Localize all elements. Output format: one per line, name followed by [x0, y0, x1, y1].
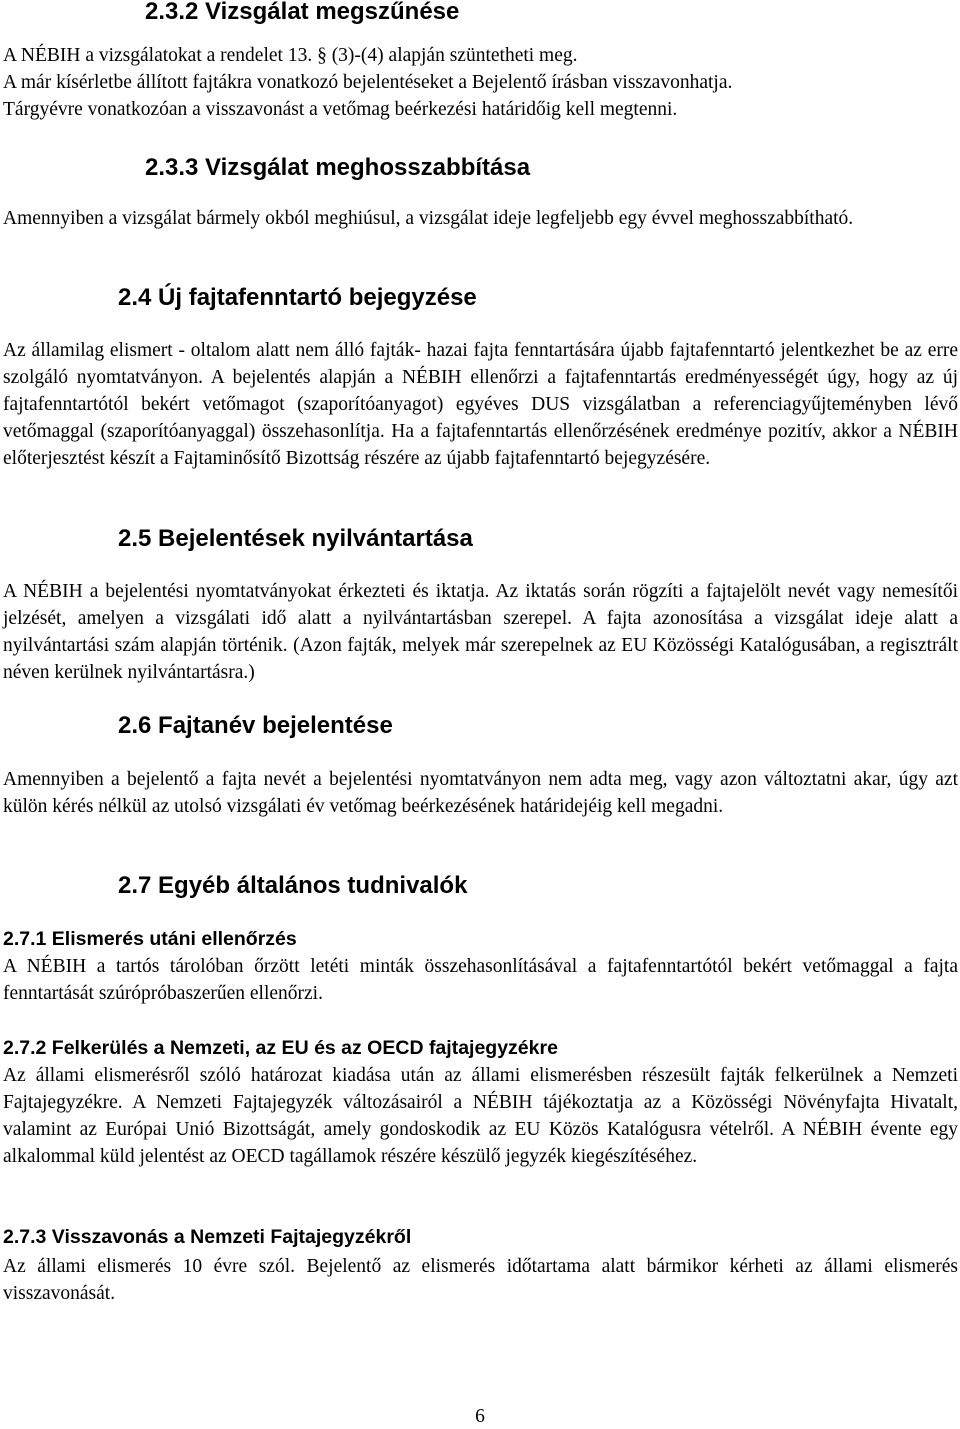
paragraph-line: Tárgyévre vonatkozóan a visszavonást a vetőmag beérkezési határidőig kell megtenni. [3, 99, 678, 120]
paragraph-2-5: A NÉBIH a bejelentési nyomtatványokat érkezteti és iktatja. Az iktatás során rögzíti a fajtajelölt nevét vagy nemesítői jelzését, amelyen a vizsgálati idő alatt a nyilvántartásban szerepel. A fajta azonosítása a vizsgálat ideje alatt a nyilvántartási szám alapján történik. (Azon fajták, melyek már szerepelnek az EU Közösségi Katalógusában, a regisztrált néven kerülnek nyilvántartásra.) [3, 581, 958, 683]
page-number: 6 [475, 1406, 485, 1427]
heading-2-7-2: 2.7.2 Felkerülés a Nemzeti, az EU és az OECD fajtajegyzékre [3, 1037, 558, 1059]
paragraph-2-7-2: Az állami elismerésről szóló határozat kiadása után az állami elismerésben részesült fajták felkerülnek a Nemzeti Fajtajegyzékre. A Nemzeti Fajtajegyzék változásairól a NÉBIH tájékoztatja az a Közösségi Növényfajta Hivatalt, valamint az Európai Unió Bizottságát, amely gondoskodik az EU Közös Katalógusra vételről. A NÉBIH évente egy alkalommal küld jelentést az OECD tagállamok részére készülő jegyzék kiegészítéséhez. [3, 1065, 958, 1167]
heading-2-7-3: 2.7.3 Visszavonás a Nemzeti Fajtajegyzékről [3, 1226, 412, 1248]
paragraph-2-7-1: A NÉBIH a tartós tárolóban őrzött letéti minták összehasonlításával a fajtafenntartótól bekért vetőmaggal a fajta fenntartását szúrópróbaszerűen ellenőrzi. [3, 956, 958, 1004]
heading-2-3-3: 2.3.3 Vizsgálat meghosszabbítása [145, 154, 531, 181]
heading-2-7: 2.7 Egyéb általános tudnivalók [118, 872, 468, 899]
heading-2-4: 2.4 Új fajtafenntartó bejegyzése [118, 284, 477, 311]
heading-2-5: 2.5 Bejelentések nyilvántartása [118, 525, 473, 552]
heading-2-7-1: 2.7.1 Elismerés utáni ellenőrzés [3, 928, 297, 950]
heading-2-3-2: 2.3.2 Vizsgálat megszűnése [145, 0, 460, 25]
paragraph-line: A NÉBIH a vizsgálatokat a rendelet 13. § (3)-(4) alapján szüntetheti meg. [3, 45, 578, 66]
paragraph-2-6: Amennyiben a bejelentő a fajta nevét a bejelentési nyomtatványon nem adta meg, vagy azon változtatni akar, úgy azt külön kérés nélkül az utolsó vizsgálati év vetőmag beérkezésének határidejéig kell megadni. [3, 769, 958, 817]
heading-2-6: 2.6 Fajtanév bejelentése [118, 712, 393, 739]
paragraph-2-3-2 [3, 42, 958, 123]
paragraph-2-3-3: Amennyiben a vizsgálat bármely okból meghiúsul, a vizsgálat ideje legfeljebb egy évvel meghosszabbítható. [3, 208, 854, 229]
paragraph-2-7-3: Az állami elismerés 10 évre szól. Bejelentő az elismerés időtartama alatt bármikor kérheti az állami elismerés visszavonását. [3, 1256, 958, 1304]
paragraph-line: A már kísérletbe állított fajtákra vonatkozó bejelentéseket a Bejelentő írásban visszavonhatja. [3, 72, 733, 93]
paragraph-2-4: Az államilag elismert - oltalom alatt nem álló fajták- hazai fajta fenntartására újabb fajtafenntartó jelentkezhet be az erre szolgáló nyomtatványon. A bejelentés alapján a NÉBIH ellenőrzi a fajtafenntartás eredményességét úgy, hogy az új fajtafenntartótól bekért vetőmagot (szaporítóanyagot) egyéves DUS vizsgálatban a referenciagyűjteményben lévő vetőmaggal (szaporítóanyaggal) összehasonlítja. Ha a fajtafenntartás ellenőrzésének eredménye pozitív, akkor a NÉBIH előterjesztést készít a Fajtaminősítő Bizottság részére az újabb fajtafenntartó bejegyzésére. [3, 340, 958, 469]
